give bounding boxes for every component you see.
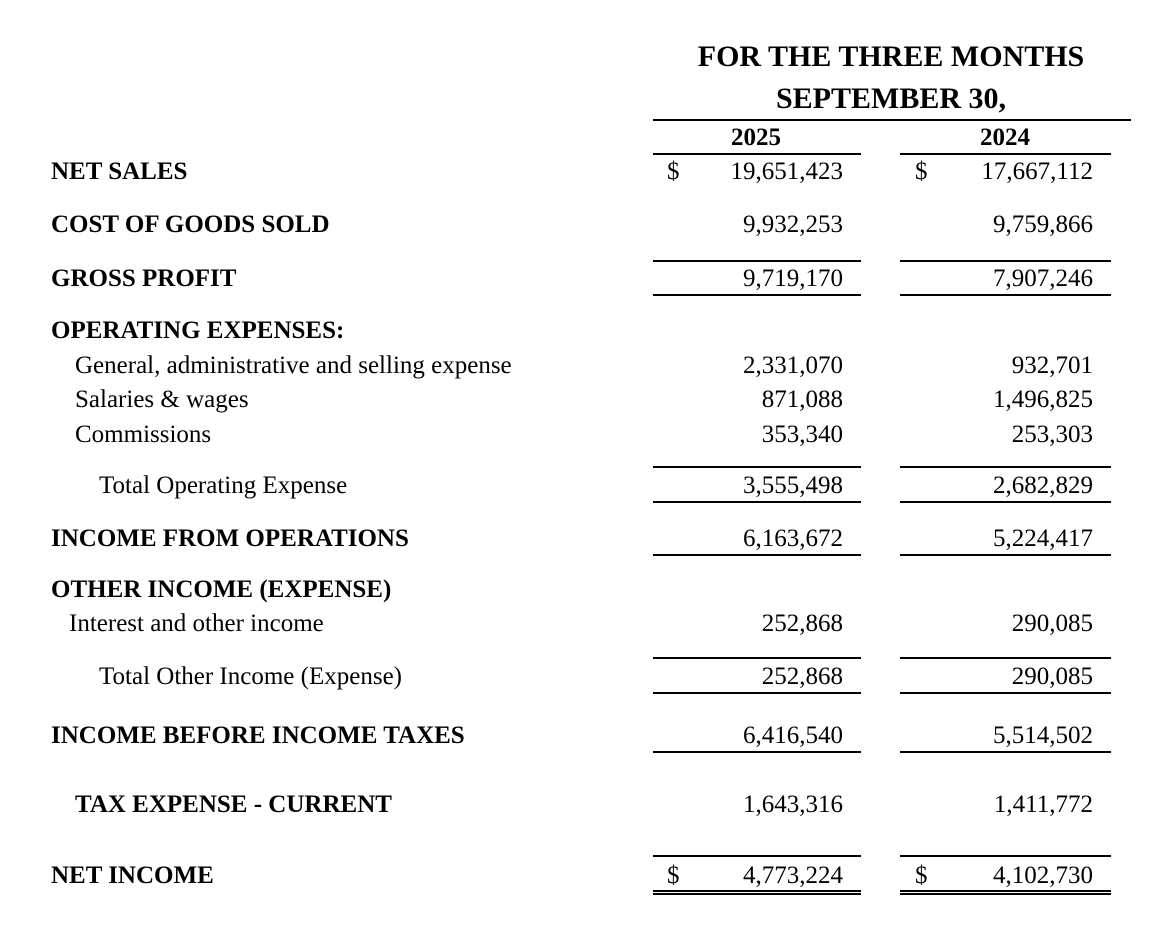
salaries-2025: 871,088 — [761, 386, 843, 413]
tax-expense-label: TAX EXPENSE - CURRENT — [75, 791, 392, 818]
income-ops-2024: 5,224,417 — [993, 525, 1093, 552]
net-sales-label: NET SALES — [51, 158, 188, 185]
rule — [653, 751, 861, 753]
rule — [653, 657, 861, 659]
rule — [900, 692, 1111, 694]
gross-profit-2024: 7,907,246 — [993, 265, 1093, 292]
rule — [900, 855, 1111, 857]
cogs-2024: 9,759,866 — [993, 211, 1093, 238]
interest-label: Interest and other income — [69, 610, 324, 637]
header-period-line1: FOR THE THREE MONTHS — [697, 40, 1085, 73]
net-income-2025: 4,773,224 — [743, 862, 843, 889]
year-2024-label: 2024 — [980, 124, 1030, 151]
net-sales-2024: 17,667,112 — [981, 158, 1093, 185]
salaries-2024: 1,496,825 — [993, 386, 1093, 413]
interest-2025: 252,868 — [761, 610, 843, 637]
rule — [900, 466, 1111, 468]
currency-symbol: $ — [667, 862, 680, 889]
year-2025-label: 2025 — [731, 124, 781, 151]
commissions-2024: 253,303 — [1011, 421, 1093, 448]
header-period-line2: SEPTEMBER 30, — [775, 82, 1007, 115]
gross-profit-label: GROSS PROFIT — [51, 265, 237, 292]
rule — [653, 260, 861, 262]
currency-symbol: $ — [667, 158, 680, 185]
currency-symbol: $ — [915, 158, 928, 185]
double-rule — [900, 890, 1111, 895]
net-income-2024: 4,102,730 — [993, 862, 1093, 889]
tax-expense-2024: 1,411,772 — [993, 791, 1093, 818]
total-other-label: Total Other Income (Expense) — [99, 663, 402, 690]
salaries-label: Salaries & wages — [75, 386, 249, 413]
other-income-header: OTHER INCOME (EXPENSE) — [51, 576, 392, 603]
year-2024-rule — [900, 153, 1111, 155]
income-before-tax-label: INCOME BEFORE INCOME TAXES — [51, 722, 465, 749]
net-sales-2025: 19,651,423 — [730, 158, 843, 185]
double-rule — [653, 890, 861, 895]
income-ops-label: INCOME FROM OPERATIONS — [51, 525, 409, 552]
rule — [900, 751, 1111, 753]
commissions-2025: 353,340 — [761, 421, 843, 448]
total-opex-label: Total Operating Expense — [99, 472, 348, 499]
net-income-label: NET INCOME — [51, 862, 214, 889]
rule — [653, 855, 861, 857]
gross-profit-2025: 9,719,170 — [743, 265, 843, 292]
opex-header: OPERATING EXPENSES: — [51, 317, 345, 344]
rule — [900, 260, 1111, 262]
income-before-tax-2025: 6,416,540 — [743, 722, 843, 749]
ga-expense-2025: 2,331,070 — [743, 352, 843, 379]
interest-2024: 290,085 — [1011, 610, 1093, 637]
income-before-tax-2024: 5,514,502 — [993, 722, 1093, 749]
rule — [900, 294, 1111, 296]
total-opex-2024: 2,682,829 — [993, 472, 1093, 499]
ga-expense-2024: 932,701 — [1011, 352, 1093, 379]
header-rule — [653, 119, 1131, 121]
cogs-label: COST OF GOODS SOLD — [51, 211, 330, 238]
tax-expense-2025: 1,643,316 — [743, 791, 843, 818]
cogs-2025: 9,932,253 — [743, 211, 843, 238]
rule — [900, 657, 1111, 659]
rule — [900, 554, 1111, 556]
rule — [653, 554, 861, 556]
rule — [653, 466, 861, 468]
year-2025-rule — [653, 153, 861, 155]
commissions-label: Commissions — [75, 421, 212, 448]
total-opex-2025: 3,555,498 — [743, 472, 843, 499]
rule — [900, 501, 1111, 503]
rule — [653, 501, 861, 503]
total-other-2024: 290,085 — [1011, 663, 1093, 690]
total-other-2025: 252,868 — [761, 663, 843, 690]
income-ops-2025: 6,163,672 — [743, 525, 843, 552]
rule — [653, 294, 861, 296]
currency-symbol: $ — [915, 862, 928, 889]
rule — [653, 692, 861, 694]
ga-expense-label: General, administrative and selling expense — [75, 352, 512, 379]
